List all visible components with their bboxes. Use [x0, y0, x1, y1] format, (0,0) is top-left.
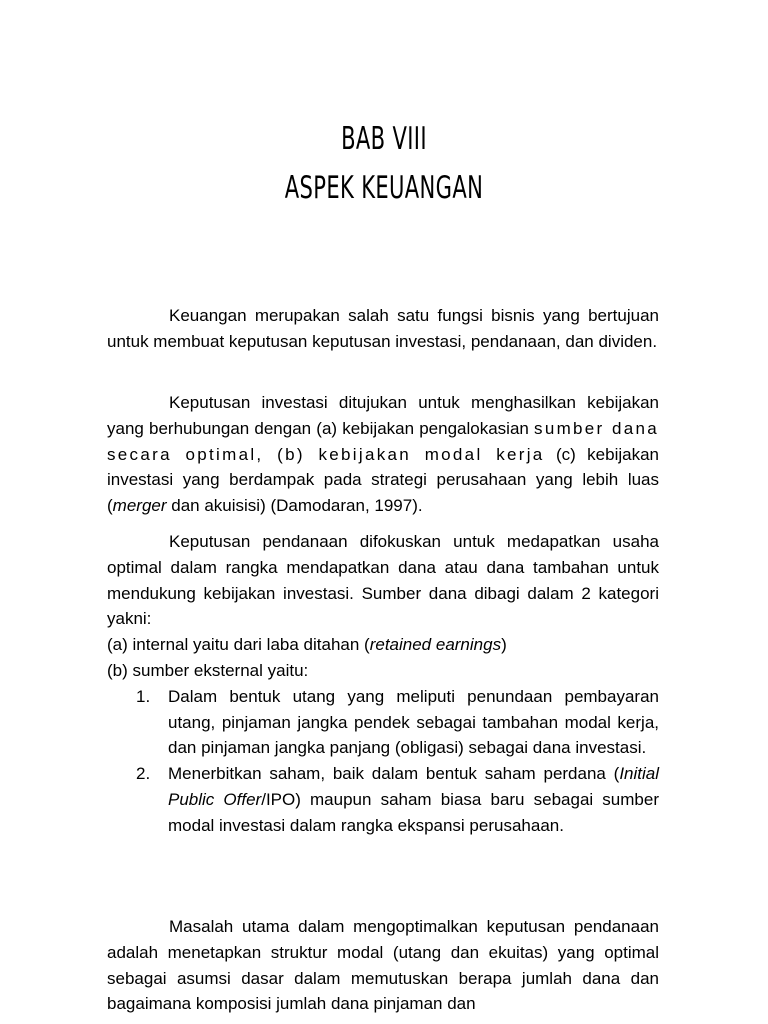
paragraph-investment-decision [107, 390, 659, 519]
ipo-text-suffix: /IPO) maupun saham biasa baru sebagai sumber modal investasi dalam rangka ekspansi perusahaan. [168, 789, 659, 835]
paragraph-capital-structure: Masalah utama dalam mengoptimalkan keputusan pendanaan adalah menetapkan struktur modal (utang dan ekuitas) yang optimal sebagai asumsi dasar dalam memutuskan berapa jumlah dana dan bagaimana komposisi jumlah dana pinjaman dan [107, 917, 659, 1014]
list-item-number: 1. [136, 686, 151, 706]
external-source-list [107, 684, 659, 839]
investment-text-part2: (c) kebijakan investasi yang berdampak pada strategi perusahaan yang lebih luas ( [107, 444, 659, 516]
list-item [107, 761, 659, 838]
list-item-text: Dalam bentuk utang yang meliputi penundaan pembayaran utang, pinjaman jangka pendek sebagai tambahan modal kerja, dan pinjaman jangka panjang (obligasi) sebagai dana investasi. [168, 686, 659, 758]
chapter-title: ASPEK KEUANGAN [284, 170, 484, 206]
retained-earnings-term: retained earnings [369, 635, 502, 655]
internal-source-close: ) [501, 635, 507, 655]
investment-text-part1: Keputusan investasi ditujukan untuk menghasilkan kebijakan yang berhubungan dengan (a) kebijakan pengalokasian [107, 393, 659, 438]
investment-text-part3: dan akuisisi) (Damodaran, 1997). [166, 496, 423, 516]
body-text [107, 0, 659, 1024]
paragraph-finance-intro: Keuangan merupakan salah satu fungsi bisnis yang bertujuan untuk membuat keputusan keputusan investasi, pendanaan, dan dividen. [107, 306, 659, 351]
list-item [107, 684, 659, 761]
ipo-term: Initial Public Offer [168, 764, 659, 809]
funding-source-internal [107, 632, 659, 658]
list-item-text [168, 764, 659, 835]
funding-intro: Keputusan pendanaan difokuskan untuk medapatkan usaha optimal dalam rangka mendapatkan dana atau dana tambahan untuk mendukung kebijakan investasi. Sumber dana dibagi dalam 2 kategori yakni: [107, 532, 659, 629]
merger-term: merger [112, 496, 167, 516]
paragraph-funding-decision [107, 529, 659, 839]
list-item-number: 2. [136, 764, 151, 784]
internal-source-text: (a) internal yaitu dari laba ditahan ( [107, 635, 370, 655]
ipo-text-prefix: Menerbitkan saham, baik dalam bentuk saham perdana ( [168, 764, 620, 784]
funding-source-external: (b) sumber eksternal yaitu: [107, 660, 309, 680]
chapter-number: BAB VIII [341, 121, 427, 157]
investment-text-spaced: sumber dana secara optimal, (b) kebijakan modal kerja [107, 418, 659, 464]
